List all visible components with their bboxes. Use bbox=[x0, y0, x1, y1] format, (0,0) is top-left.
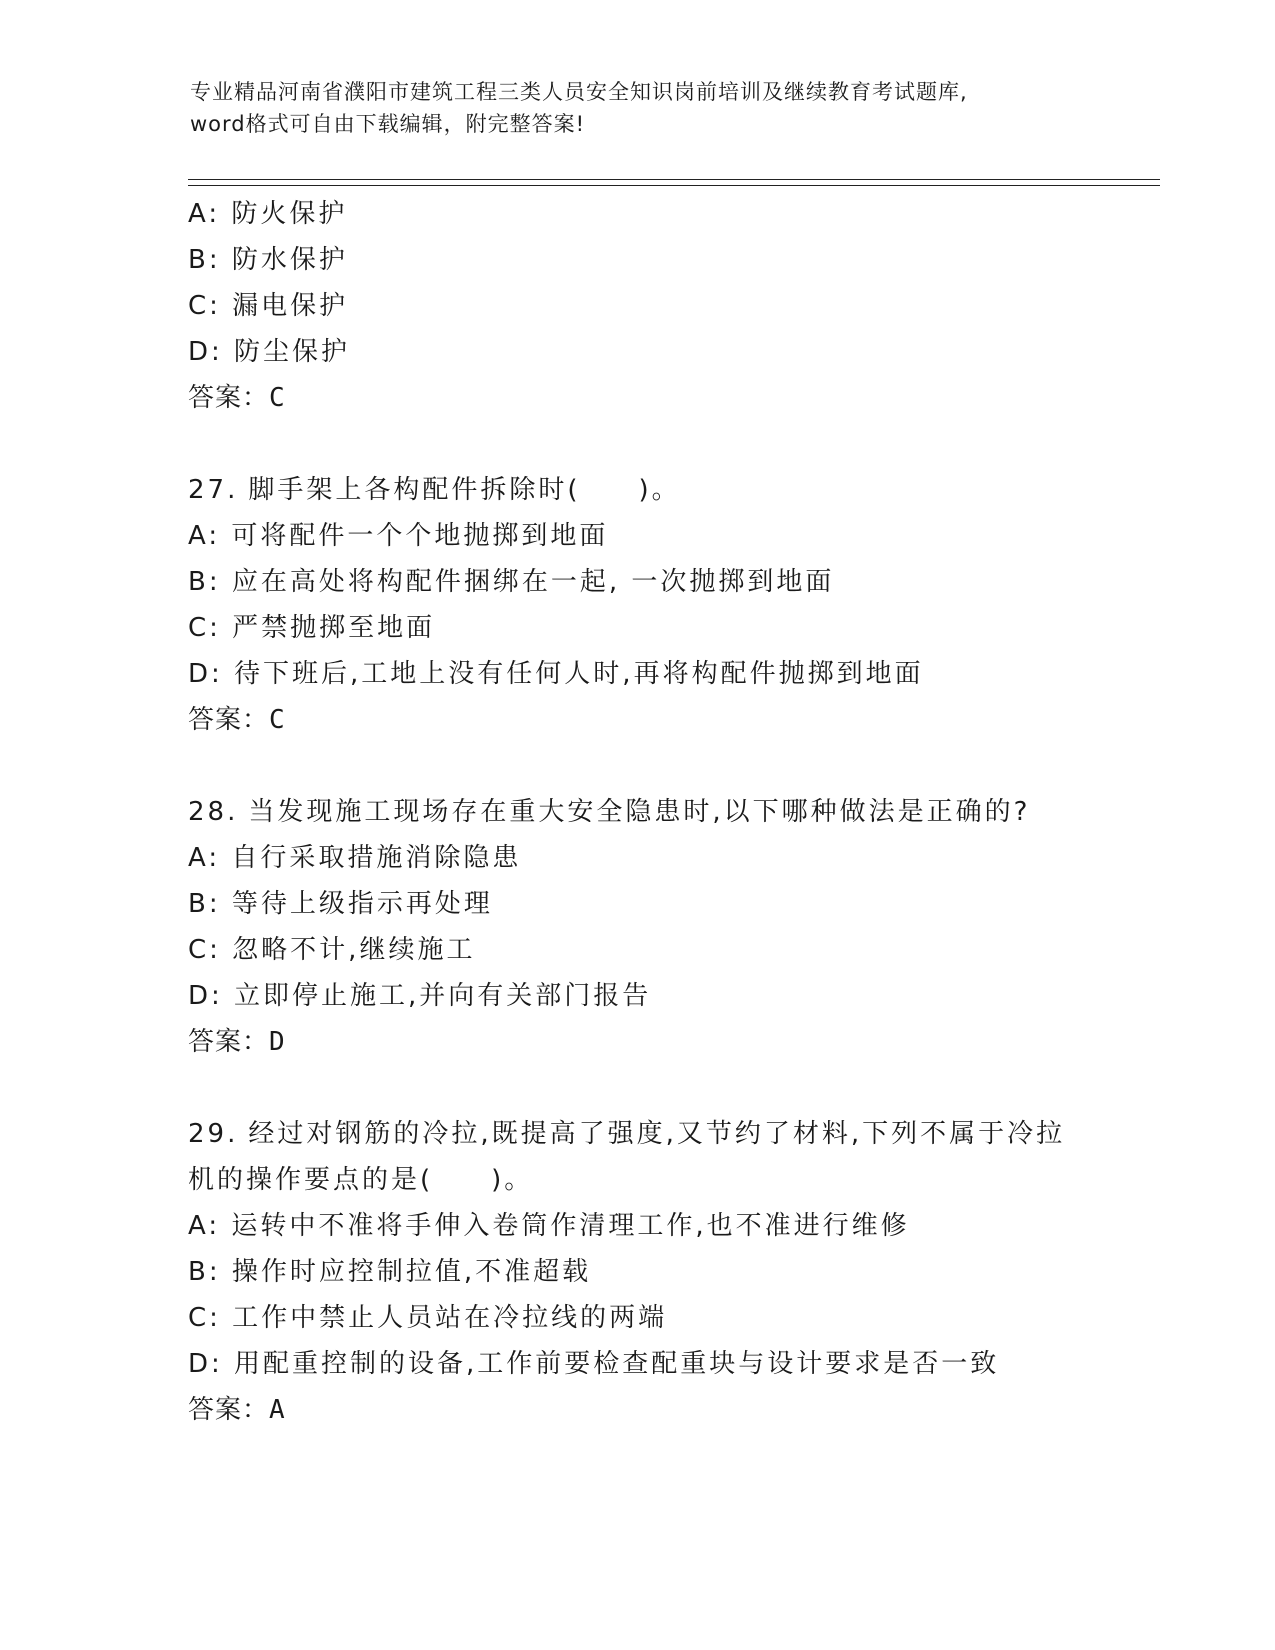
question-stem bbox=[188, 467, 1118, 513]
option-b: B: 应在高处将构配件捆绑在一起, 一次抛掷到地面 bbox=[188, 567, 835, 597]
option-c: C: 忽略不计,继续施工 bbox=[188, 935, 476, 965]
option-a: A: 可将配件一个个地抛掷到地面 bbox=[188, 521, 609, 551]
option-c: C: 工作中禁止人员站在冷拉线的两端 bbox=[188, 1303, 668, 1333]
question-text-line-1: 经过对钢筋的冷拉,既提高了强度,又节约了材料,下列不属于冷拉 bbox=[248, 1119, 1066, 1149]
option-a: A: 防火保护 bbox=[188, 199, 348, 229]
option-d: D: 防尘保护 bbox=[188, 337, 351, 367]
question-text-line-2: 机的操作要点的是( )。 bbox=[188, 1165, 534, 1195]
question-text: 脚手架上各构配件拆除时( )。 bbox=[248, 475, 681, 505]
question-number: 28. bbox=[188, 797, 239, 827]
option-c: C: 漏电保护 bbox=[188, 291, 349, 321]
answer-line: 答案：D bbox=[188, 1027, 286, 1057]
spacer bbox=[188, 743, 1118, 789]
document-header bbox=[190, 76, 1090, 140]
question-stem bbox=[188, 789, 1118, 835]
question-number: 29. bbox=[188, 1119, 239, 1149]
option-a: A: 自行采取措施消除隐患 bbox=[188, 843, 522, 873]
question-29 bbox=[188, 1111, 1118, 1433]
question-26-options bbox=[188, 191, 1118, 421]
option-c: C: 严禁抛掷至地面 bbox=[188, 613, 436, 643]
header-divider-top bbox=[188, 179, 1160, 180]
question-stem bbox=[188, 1111, 1118, 1157]
question-text: 当发现施工现场存在重大安全隐患时,以下哪种做法是正确的? bbox=[248, 797, 1031, 827]
header-title-line-2: word格式可自由下载编辑，附完整答案! bbox=[190, 112, 586, 136]
question-number: 27. bbox=[188, 475, 239, 505]
question-28 bbox=[188, 789, 1118, 1065]
option-a: A: 运转中不准将手伸入卷筒作清理工作,也不准进行维修 bbox=[188, 1211, 910, 1241]
answer-line: 答案：C bbox=[188, 383, 286, 413]
question-list bbox=[188, 191, 1118, 1433]
option-d: D: 用配重控制的设备,工作前要检查配重块与设计要求是否一致 bbox=[188, 1349, 1000, 1379]
spacer bbox=[188, 421, 1118, 467]
option-b: B: 操作时应控制拉值,不准超载 bbox=[188, 1257, 592, 1287]
header-title-line-1: 专业精品河南省濮阳市建筑工程三类人员安全知识岗前培训及继续教育考试题库, bbox=[190, 80, 968, 104]
option-b: B: 等待上级指示再处理 bbox=[188, 889, 493, 919]
option-d: D: 待下班后,工地上没有任何人时,再将构配件抛掷到地面 bbox=[188, 659, 924, 689]
header-divider-bottom bbox=[188, 185, 1160, 186]
spacer bbox=[188, 1065, 1118, 1111]
question-27 bbox=[188, 467, 1118, 743]
answer-line: 答案：C bbox=[188, 705, 286, 735]
option-d: D: 立即停止施工,并向有关部门报告 bbox=[188, 981, 652, 1011]
option-b: B: 防水保护 bbox=[188, 245, 348, 275]
answer-line: 答案：A bbox=[188, 1395, 286, 1425]
